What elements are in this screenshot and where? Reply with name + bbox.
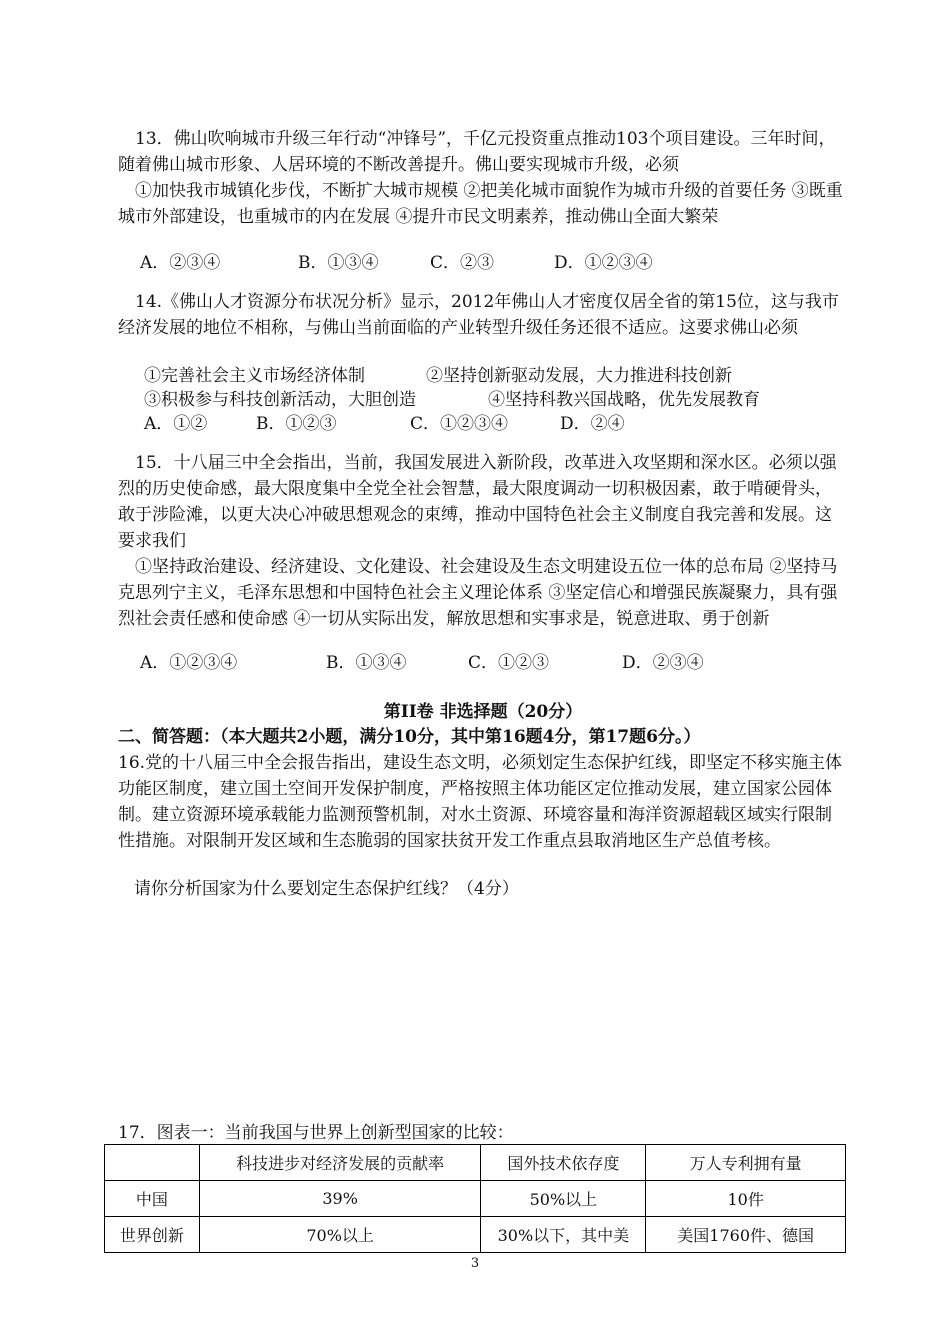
table-row [105,1181,846,1217]
table-cell: 70%以上 [199,1217,481,1253]
q14-stem: 14.《佛山人才资源分布状况分析》显示，2012年佛山人才密度仅居全省的第15位，这与我市经济发展的地位不相称，与佛山当前面临的产业转型升级任务还很不适应。这要求佛山必须 [118,292,839,338]
section-2-heading: 二、简答题：（本大题共2小题，满分10分，其中第16题4分，第17题6分。） [118,727,701,747]
q14-statement-2: ②坚持创新驱动发展，大力推进科技创新 [426,366,732,386]
table-cell: 39% [199,1181,481,1217]
q14-statement-4: ④坚持科教兴国战略，优先发展教育 [488,390,760,410]
q14-statement-3: ③积极参与科技创新活动，大胆创造 [144,390,416,410]
table-header-cell: 万人专利拥有量 [646,1145,846,1181]
q13-option-a: A．②③④ [140,253,221,273]
q14-option-c: C．①②③④ [410,414,509,434]
q15-stem: 15．十八届三中全会指出，当前，我国发展进入新阶段，改革进入攻坚期和深水区。必须以强烈的历史使命感，最大限度集中全党全社会智慧，最大限度调动一切积极因素，敢于啃硬骨头，敢于涉险滩，以更大决心冲破思想观念的束缚，推动中国特色社会主义制度自我完善和发展。这要求我们 [118,453,837,551]
q13-statements: ①加快我市城镇化步伐，不断扩大城市规模 ②把美化城市面貌作为城市升级的首要任务 ③既重城市外部建设，也重城市的内在发展 ④提升市民文明素养，推动佛山全面大繁荣 [118,181,843,227]
table-header-row [105,1145,846,1181]
table-cell: 中国 [105,1181,200,1217]
q16-question: 请你分析国家为什么要划定生态保护红线？（4分） [134,879,519,899]
comparison-table [104,1144,846,1253]
q16-stem: 16.党的十八届三中全会报告指出，建设生态文明，必须划定生态保护红线，即坚定不移实施主体功能区制度，建立国土空间开发保护制度，严格按照主体功能区定位推动发展，建立国家公园体制。建立资源环境承载能力监测预警机制，对水土资源、环境容量和海洋资源超载区域实行限制性措施。对限制开发区域和生态脆弱的国家扶贫开发工作重点县取消地区生产总值考核。 [118,753,843,851]
q15-option-d: D．②③④ [622,653,704,673]
q14-option-a: A．①② [144,414,208,434]
q15-statements: ①坚持政治建设、经济建设、文化建设、社会建设及生态文明建设五位一体的总布局 ②坚持马克思列宁主义，毛泽东思想和中国特色社会主义理论体系 ③坚定信心和增强民族凝聚力，具有强烈社会责任感和使命感 ④一切从实际出发，解放思想和实事求是，锐意进取、勇于创新 [118,557,838,629]
table-header-cell: 国外技术依存度 [481,1145,646,1181]
table-cell: 美国1760件、德国 [646,1217,846,1253]
q13-option-d: D．①②③④ [554,253,653,273]
q15-option-b: B．①③④ [326,653,407,673]
q13-option-c: C．②③ [430,253,495,273]
page-number: 3 [470,1256,480,1271]
q15-option-c: C．①②③ [468,653,550,673]
table-cell: 50%以上 [481,1181,646,1217]
section-2-title: 第II卷 非选择题（20分） [383,702,583,722]
q13-stem: 13．佛山吹响城市升级三年行动“冲锋号”，千亿元投资重点推动103个项目建设。三年时间，随着佛山城市形象、人居环境的不断改善提升。佛山要实现城市升级，必须 [118,129,836,175]
q14-option-d: D．②④ [560,414,625,434]
table-row [105,1217,846,1253]
table-cell: 10件 [646,1181,846,1217]
q17-intro: 17．图表一：当前我国与世界上创新型国家的比较： [118,1123,514,1143]
q13-option-b: B．①③④ [298,253,379,273]
q14-option-b: B．①②③ [256,414,337,434]
table-cell: 30%以下，其中美 [481,1217,646,1253]
table-cell: 世界创新 [105,1217,200,1253]
table-header-cell [105,1145,200,1181]
table-header-cell: 科技进步对经济发展的贡献率 [199,1145,481,1181]
q15-option-a: A．①②③④ [140,653,238,673]
q14-statement-1: ①完善社会主义市场经济体制 [144,366,365,386]
